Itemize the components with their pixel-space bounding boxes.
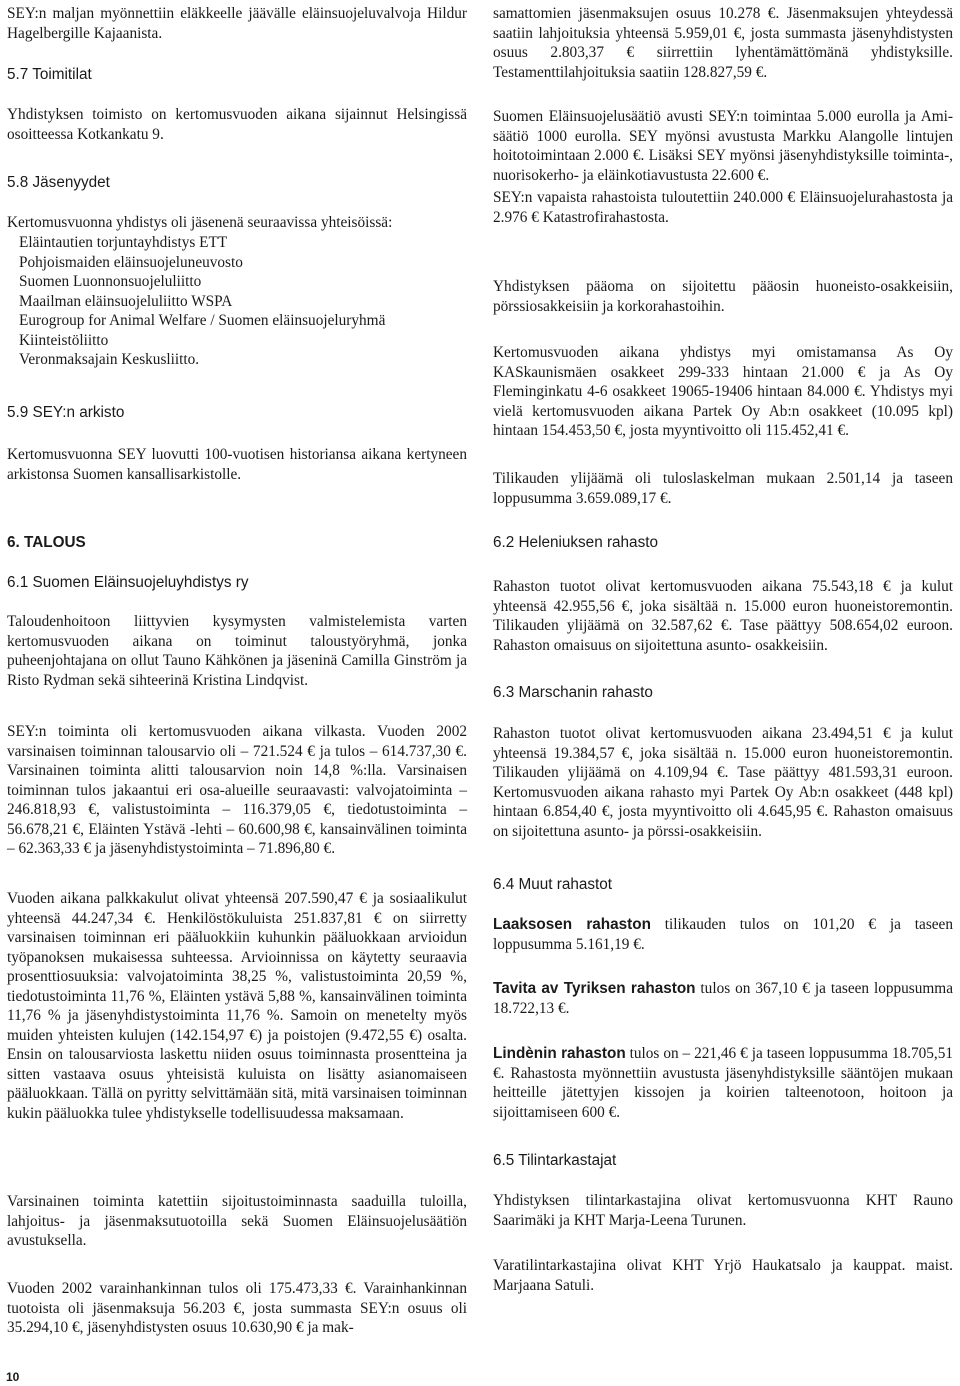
laaksonen-fund-name: Laaksosen rahaston [493,916,651,933]
capital-paragraph: Yhdistyksen pääoma on sijoitettu pääosin huoneisto-osakkeisiin, pörssiosakkeisiin ja korkorahastoihin. [493,278,953,315]
section-heading-6-1: 6.1 Suomen Eläinsuojeluyhdistys ry [7,574,249,591]
marschan-fund-paragraph: Rahaston tuotot olivat kertomusvuoden aikana 23.494,51 € ja kulut yhteensä 19.384,57 €, joka sisältää n. 15.000 euron huoneistoremontin. Tilikauden ylijäämä on 4.109,94 €. Tase päättyy 481.593,31 euroon. Kertomusvuoden aikana rahasto myi Partek Oy Ab:n osakkeet (448 kpl) hintaan 6.854,40 €, josta myyntivoitto oli 4.645,95 €. Rahaston omaisuus on sijoitettuna asunto- ja pörssi-osakkeisiin. [493,725,953,840]
personnel-costs-paragraph: Vuoden aikana palkkakulut olivat yhteensä 207.590,47 € ja sosiaalikulut yhteensä 44.247,34 €. Henkilöstökuluista 251.837,81 € on siirretty varsinaisen toiminnan eri pääluokkiin kuhunkin pääluokkaan arvioidun työpanoksen mukaisessa suhteessa. Arvioinnissa on käytetty seuraavia prosenttiosuuksia: valvojatoiminta 38,25 %, valistustoiminta 20,59 %, tiedotustoiminta 11,76 %, Eläinten ystävä 5,88 %, kansainvälinen toiminta 11,76 % ja jäsenyhdistystoiminta 11,76 %. Samoin on menetelty myös muiden yhteisten kulujen (142.154,97 €) ja poistojen (9.472,55 €) osalta. Ensin on talousarviosta laskettu niiden osuus toiminnasta prosentteina ja sitten vastaava osuus yhteisistä kuluista on lisätty asianomaiseen pääluokkaan. Tällä on pyritty selvittämään sitä, mitä varsinaisen toiminnan kukin pääluokka tulee yhdistykselle todellisuudessa maksamaan. [7,890,467,1122]
fundraising-paragraph: Vuoden 2002 varainhankinnan tulos oli 175.473,33 €. Varainhankinnan tuotoista oli jäsenmaksuja 56.203 €, josta summasta SEY:n osuus oli 35.294,10 €, jäsenyhdistysten osuus 10.630,90 € ja mak- [7,1280,467,1336]
share-sales-paragraph: Kertomusvuoden aikana yhdistys myi omistamansa As Oy KASkaunismäen osakkeet 299-333 hintaan 21.000 € ja As Oy Fleminginkatu 4-6 osakkeet 19065-19406 hintaan 84.000 €. Yhdistys myi vielä kertomusvuoden aikana Partek Oy Ab:n osakkeet (10.095 kpl) hintaan 154.453,50 €, josta myyntivoitto oli 115.452,41 €. [493,344,953,439]
lindenin-fund-paragraph [493,1044,953,1122]
intro-paragraph: SEY:n maljan myönnettiin eläkkeelle jäävälle eläinsuojeluvalvoja Hildur Hagelbergille Kajaanista. [7,5,467,42]
grants-paragraph: Suomen Eläinsuojelusäätiö avusti SEY:n toimintaa 5.000 eurolla ja Ami-säätiö 1000 eurolla. SEY myönsi avustusta Markku Alangolle lintujen hoitotoimintaan 2.000 €. Lisäksi SEY myönsi jäsenyhdistyksille toiminta-, nuorisokerho- ja eläinkotiavustusta 22.600 €. [493,108,953,184]
membership-item: Veronmaksajain Keskusliitto. [19,351,200,368]
section-heading-5-8: 5.8 Jäsenyydet [7,174,110,191]
offices-paragraph: Yhdistyksen toimisto on kertomusvuoden aikana sijainnut Helsingissä osoitteessa Kotkankatu 9. [7,106,467,143]
membership-fees-paragraph: samattomien jäsenmaksujen osuus 10.278 €. Jäsenmaksujen yhteydessä saatiin lahjoituksia yhteensä 5.959,01 €, josta summasta jäsenyhdistysten osuus 2.803,37 € siirrettiin lyhentämättömänä yhdistyksille. Testamenttilahjoituksia saatiin 128.827,59 €. [493,5,953,81]
operations-paragraph: SEY:n toiminta oli kertomusvuoden aikana vilkasta. Vuoden 2002 varsinaisen toiminnan talousarvio oli – 721.524 € ja tulos – 614.737,30 €. Varsinainen toiminta alitti talousarvion noin 14,8 %:lla. Varsinaisen toiminnan tulos jakaantui eri osa-alueille seuraavasti: valvojatoiminta – 246.818,93 €, valistustoiminta – 116.379,05 €, tiedotustoiminta – 56.678,21 €, Eläinten Ystävä -lehti – 60.600,98 €, kansainvälinen toiminta – 62.363,33 € ja jäsenyhdistystoiminta – 71.896,80 €. [7,723,467,857]
section-heading-6-4: 6.4 Muut rahastot [493,876,613,893]
section-heading-6-5: 6.5 Tilintarkastajat [493,1152,617,1169]
membership-item: Maailman eläinsuojeluliitto WSPA [19,292,233,310]
helenius-fund-paragraph: Rahaston tuotot olivat kertomusvuoden aikana 75.543,18 € ja kulut yhteensä 42.955,56 €, joka sisältää n. 15.000 euron huoneistoremontin. Tilikauden ylijäämä on 32.587,62 €. Tase päättyy 508.654,02 euroon. Rahaston omaisuus on sijoitettuna asunto- osakkeisiin. [493,578,953,654]
deputy-auditors-paragraph: Varatilintarkastajina olivat KHT Yrjö Haukatsalo ja kauppat. maist. Marjaana Satuli. [493,1257,953,1294]
memberships-list [19,233,385,370]
memberships-intro: Kertomusvuonna yhdistys oli jäsenenä seuraavissa yhteisöissä: [7,214,393,231]
section-heading-5-9: 5.9 SEY:n arkisto [7,404,125,421]
tavita-fund-name: Tavita av Tyriksen rahaston [493,980,696,997]
membership-item: Kiinteistöliitto [19,331,109,349]
funding-paragraph: Varsinainen toiminta katettiin sijoitustoiminnasta saaduilla tuloilla, lahjoitus- ja jäsenmaksutuotoilla sekä Suomen Eläinsuojelusäätiön avustuksella. [7,1193,467,1249]
funds-transfer-paragraph: SEY:n vapaista rahastoista tuloutettiin 240.000 € Eläinsuojelurahastosta ja 2.976 € Katastrofirahastosta. [493,189,953,226]
membership-item: Eurogroup for Animal Welfare / Suomen eläinsuojeluryhmä [19,312,386,329]
surplus-paragraph: Tilikauden ylijäämä oli tuloslaskelman mukaan 2.501,14 ja taseen loppusumma 3.659.089,17 €. [493,470,953,507]
chapter-heading-6: 6. TALOUS [7,534,86,551]
membership-item: Pohjoismaiden eläinsuojeluneuvosto [19,253,243,271]
lindenin-fund-name: Lindènin rahaston [493,1045,626,1062]
section-heading-5-7: 5.7 Toimitilat [7,66,92,83]
page-number: 10 [6,1370,20,1384]
finance-group-paragraph: Taloudenhoitoon liittyvien kysymysten valmistelemista varten kertomusvuoden aikana on toiminut taloustyöryhmä, jonka puheenjohtajana on ollut Tauno Kähkönen ja jäseninä Camilla Ginström ja Risto Rydman sekä sihteerinä Kristina Lindqvist. [7,613,467,689]
membership-item: Eläintautien torjuntayhdistys ETT [19,234,228,251]
lindenin-fund-text: tulos on – 221,46 € ja taseen loppusumma 18.705,51 €. Rahastosta myönnettiin avustusta jäsenyhdistyksille sääntöjen mukaan heitteille jätettyjen kissojen ja koirien talteenotoon, hoitoon ja sijoittamiseen 600 €. [493,1045,954,1121]
archive-paragraph: Kertomusvuonna SEY luovutti 100-vuotisen historiansa aikana kertyneen arkistonsa Suomen kansallisarkistolle. [7,446,467,483]
auditors-paragraph: Yhdistyksen tilintarkastajina olivat kertomusvuonna KHT Rauno Saarimäki ja KHT Marja-Leena Turunen. [493,1192,953,1229]
laaksonen-fund-paragraph [493,915,953,954]
section-heading-6-2: 6.2 Heleniuksen rahasto [493,534,658,551]
laaksonen-fund-text: tilikauden tulos on 101,20 € ja taseen loppusumma 5.161,19 €. [493,916,953,953]
tavita-fund-text: tulos on 367,10 € ja taseen loppusumma 18.722,13 €. [493,980,953,1017]
membership-item: Suomen Luonnonsuojeluliitto [19,273,202,290]
section-heading-6-3: 6.3 Marschanin rahasto [493,684,653,701]
tavita-fund-paragraph [493,979,953,1018]
